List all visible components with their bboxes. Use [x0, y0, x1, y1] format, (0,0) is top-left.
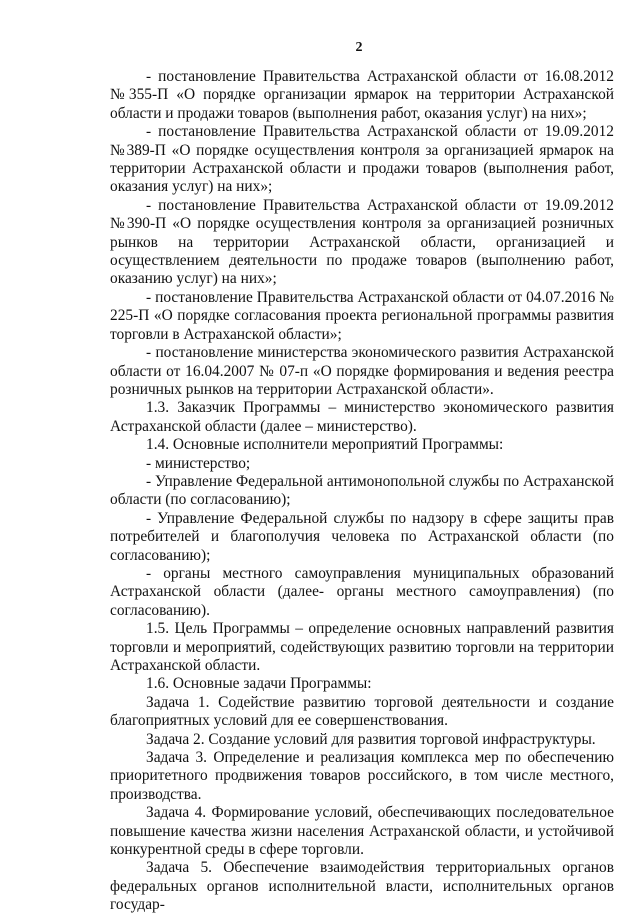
paragraph: - Управление Федеральной антимонопольной службы по Астраханской области (по согласованию);: [110, 472, 614, 509]
paragraph: Задача 5. Обеспечение взаимодействия территориальных органов федеральных органов исполнительной власти, исполнительных органов государ-: [110, 859, 614, 914]
page-number: 2: [355, 40, 363, 55]
paragraph: - постановление Правительства Астраханской области от 19.09.2012 №389-П «О порядке осуществления контроля за организацией ярмарок на территории Астраханской области и продажи товаров (выполнения работ, оказания услуг) на них»;: [110, 123, 614, 196]
paragraph: Задача 3. Определение и реализация комплекса мер по обеспечению приоритетного продвижения товаров российского, в том числе местного, производства.: [110, 749, 614, 803]
paragraph: Задача 4. Формирование условий, обеспечивающих последовательное повышение качества жизни населения Астраханской области, и устойчивой конкурентной среды в сфере торговли.: [110, 804, 614, 859]
paragraph: - постановление Правительства Астраханской области от 16.08.2012 №355-П «О порядке организации ярмарок на территории Астраханской области и продажи товаров (выполнения работ, оказания услуг) на них»;: [110, 68, 614, 122]
paragraph: - постановление министерства экономического развития Астраханской области от 16.04.2007 № 07-п «О порядке формирования и ведения реестра розничных рынков на территории Астраханской области».: [110, 344, 614, 398]
paragraph: - Управление Федеральной службы по надзору в сфере защиты прав потребителей и благополучия человека по Астраханской области (по согласованию);: [110, 509, 614, 564]
paragraph: Задача 1. Содействие развитию торговой деятельности и создание благоприятных условий для ее совершенствования.: [110, 693, 614, 730]
paragraph: 1.4. Основные исполнители мероприятий Программы:: [146, 436, 504, 454]
paragraph: 1.6. Основные задачи Программы:: [146, 675, 372, 693]
document-body: [110, 68, 614, 915]
paragraph: - органы местного самоуправления муниципальных образований Астраханской области (далее- органы местного самоуправления) (по согласованию).: [110, 564, 614, 619]
paragraph: - постановление Правительства Астраханской области от 19.09.2012 №390-П «О порядке осуществления контроля за организацией розничных рынков на территории Астраханской области, организацией и осуществлением деятельности по продаже товаров (выполнению работ, оказанию услуг) на них»;: [110, 196, 614, 288]
paragraph: 1.5. Цель Программы – определение основных направлений развития торговли и мероприятий, содействующих развитию торговли на территории Астраханской области.: [110, 620, 614, 674]
paragraph: Задача 2. Создание условий для развития торговой инфраструктуры.: [146, 730, 596, 748]
paragraph: 1.3. Заказчик Программы – министерство экономического развития Астраханской области (далее – министерство).: [110, 399, 614, 435]
paragraph: - постановление Правительства Астраханской области от 04.07.2016 № 225-П «О порядке согласования проекта региональной программы развития торговли в Астраханской области»;: [110, 288, 614, 343]
paragraph: - министерство;: [146, 454, 251, 472]
